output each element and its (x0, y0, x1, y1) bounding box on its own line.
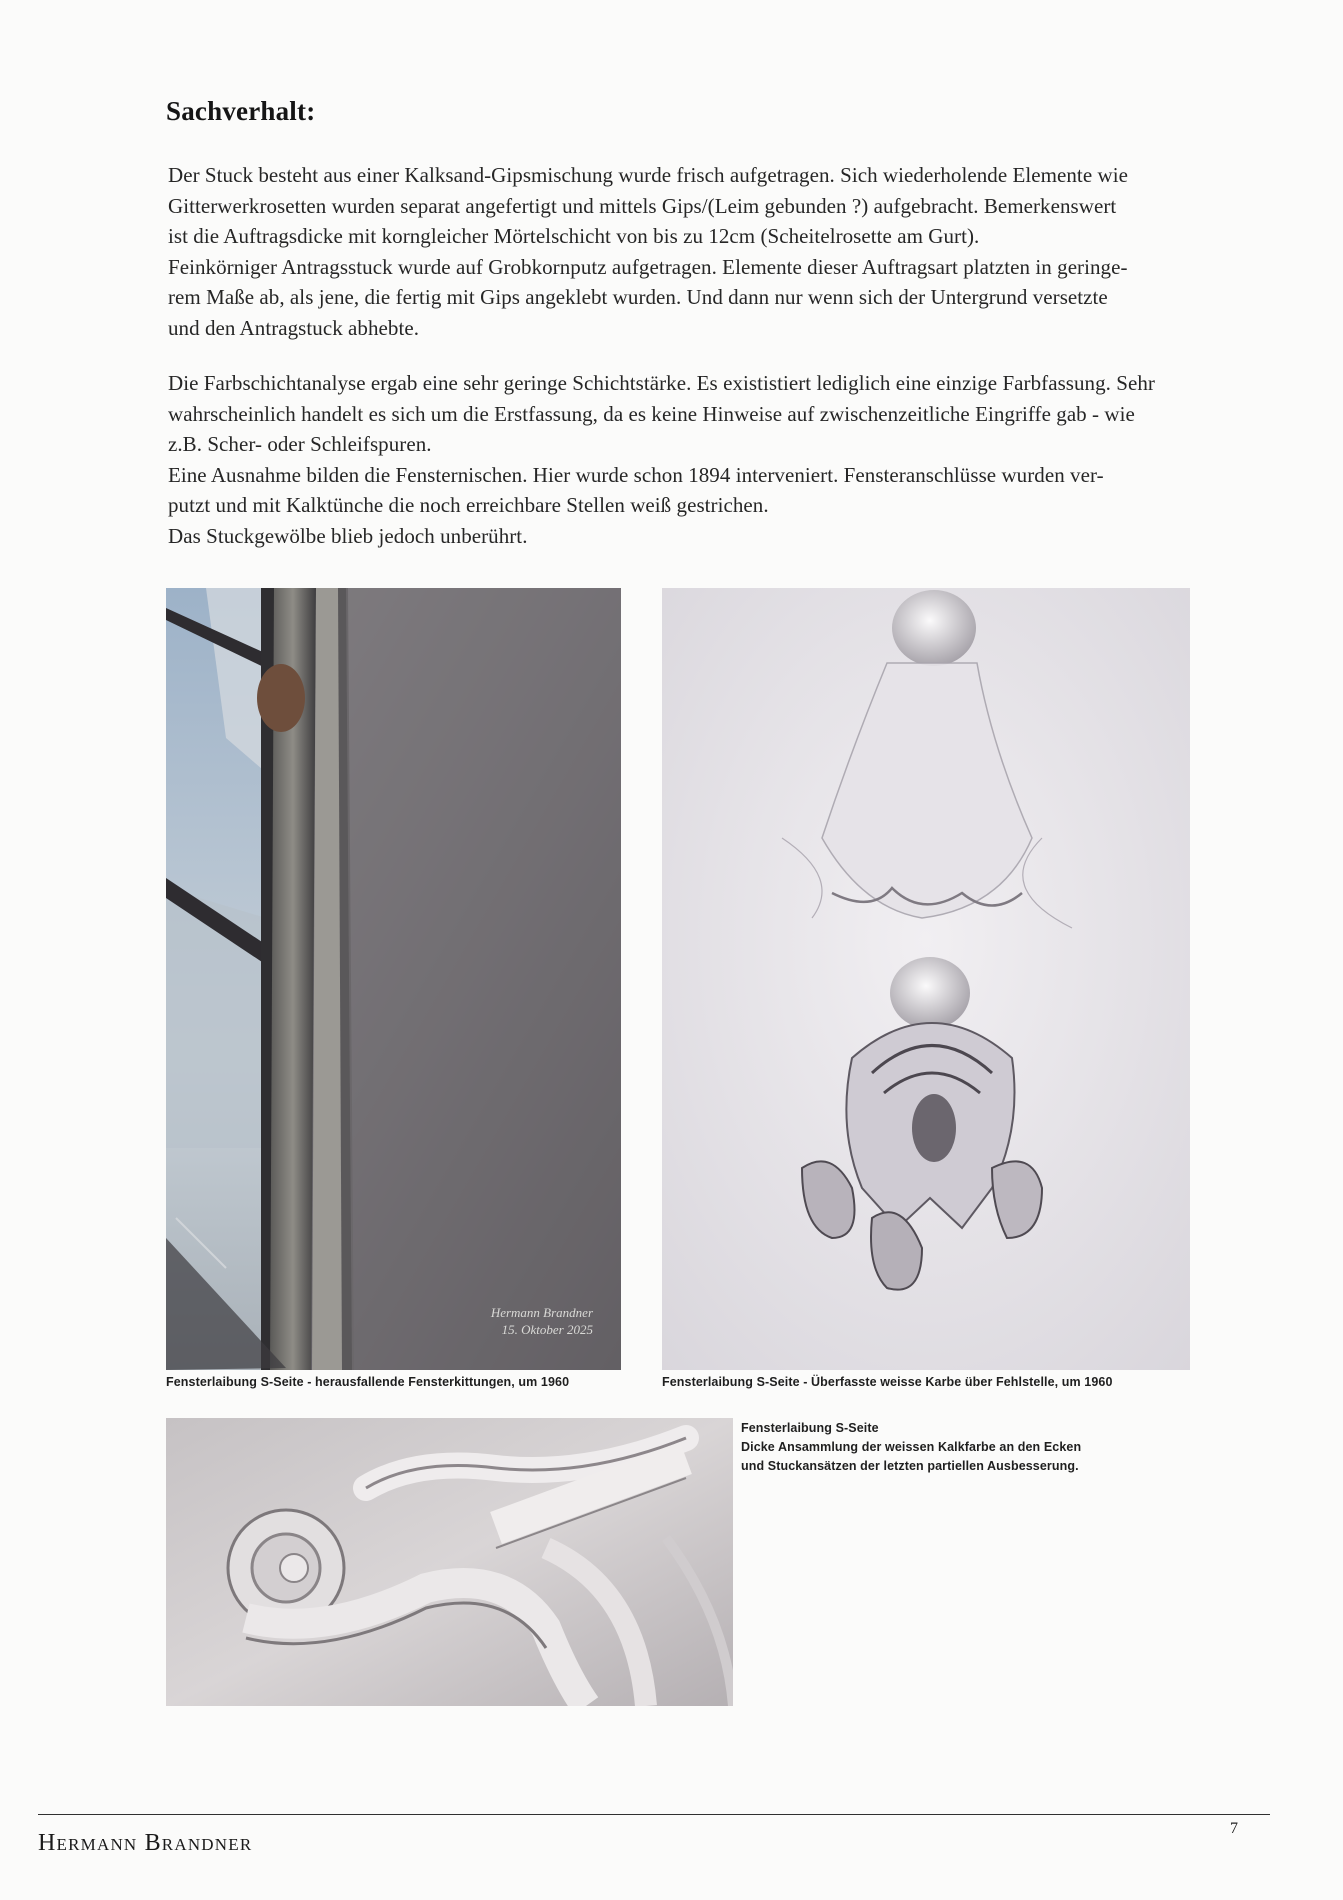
text-line: Die Farbschichtanalyse ergab eine sehr geringe Schichtstärke. Es exististiert lediglich eine einzige Farbfassung. Sehr (168, 371, 1155, 395)
scroll-ornament-image (166, 1418, 733, 1706)
photo-window-niche (166, 588, 621, 1370)
photo-watermark (491, 1304, 593, 1338)
footer-divider (38, 1814, 1270, 1815)
text-line: Gitterwerkrosetten wurden separat angefertigt und mittels Gips/(Leim gebunden ?) aufgebracht. Bemerkenswert (168, 193, 1117, 218)
photo-stucco-ornament (662, 588, 1190, 1370)
caption-line: und Stuckansätzen der letzten partiellen Ausbesserung. (741, 1459, 1079, 1473)
caption-line: Dicke Ansammlung der weissen Kalkfarbe an den Ecken (741, 1440, 1082, 1454)
text-line: Der Stuck besteht aus einer Kalksand-Gipsmischung wurde frisch aufgetragen. Sich wiederholende Elemente wie (168, 163, 1128, 187)
stucco-ornament-image (662, 588, 1190, 1370)
text-line: Feinkörniger Antragsstuck wurde auf Grobkornputz aufgetragen. Elemente dieser Auftragsart platzten in geringe- (168, 254, 1128, 279)
window-niche-image (166, 588, 621, 1370)
photo-caption-window: Fensterlaibung S-Seite - herausfallende Fensterkittungen, um 1960 (166, 1375, 570, 1389)
text-line: Das Stuckgewölbe blieb jedoch unberührt. (168, 523, 528, 548)
paragraph-stucco-composition (168, 160, 1238, 343)
watermark-date: 15. Oktober 2025 (501, 1322, 593, 1337)
section-heading: Sachverhalt: (166, 96, 316, 126)
text-line: putzt und mit Kalktünche die noch erreichbare Stellen weiß gestrichen. (168, 493, 769, 517)
text-line: wahrscheinlich handelt es sich um die Erstfassung, da es keine Hinweise auf zwischenzeitliche Eingriffe gab - wie (168, 401, 1135, 426)
photo-caption-scroll (741, 1419, 1081, 1476)
text-line: rem Maße ab, als jene, die fertig mit Gips angeklebt wurden. Und dann nur wenn sich der Untergrund versetzte (168, 285, 1108, 309)
page-number: 7 (1230, 1820, 1238, 1837)
caption-line: Fensterlaibung S-Seite (741, 1421, 879, 1435)
text-line: ist die Auftragsdicke mit korngleicher Mörtelschicht von bis zu 12cm (Scheitelrosette am Gurt). (168, 224, 980, 248)
watermark-name: Hermann Brandner (490, 1305, 593, 1320)
text-line: Eine Ausnahme bilden die Fensternischen. Hier wurde schon 1894 interveniert. Fensteranschlüsse wurden ver- (168, 462, 1104, 487)
text-line: und den Antragstuck abhebte. (168, 315, 420, 340)
text-line: z.B. Scher- oder Schleifspuren. (168, 432, 432, 456)
paragraph-paint-analysis (168, 368, 1238, 551)
photo-scroll-ornament (166, 1418, 733, 1706)
footer-author: Hermann Brandner (38, 1830, 253, 1856)
photo-caption-stucco: Fensterlaibung S-Seite - Überfasste weisse Karbe über Fehlstelle, um 1960 (662, 1375, 1113, 1389)
